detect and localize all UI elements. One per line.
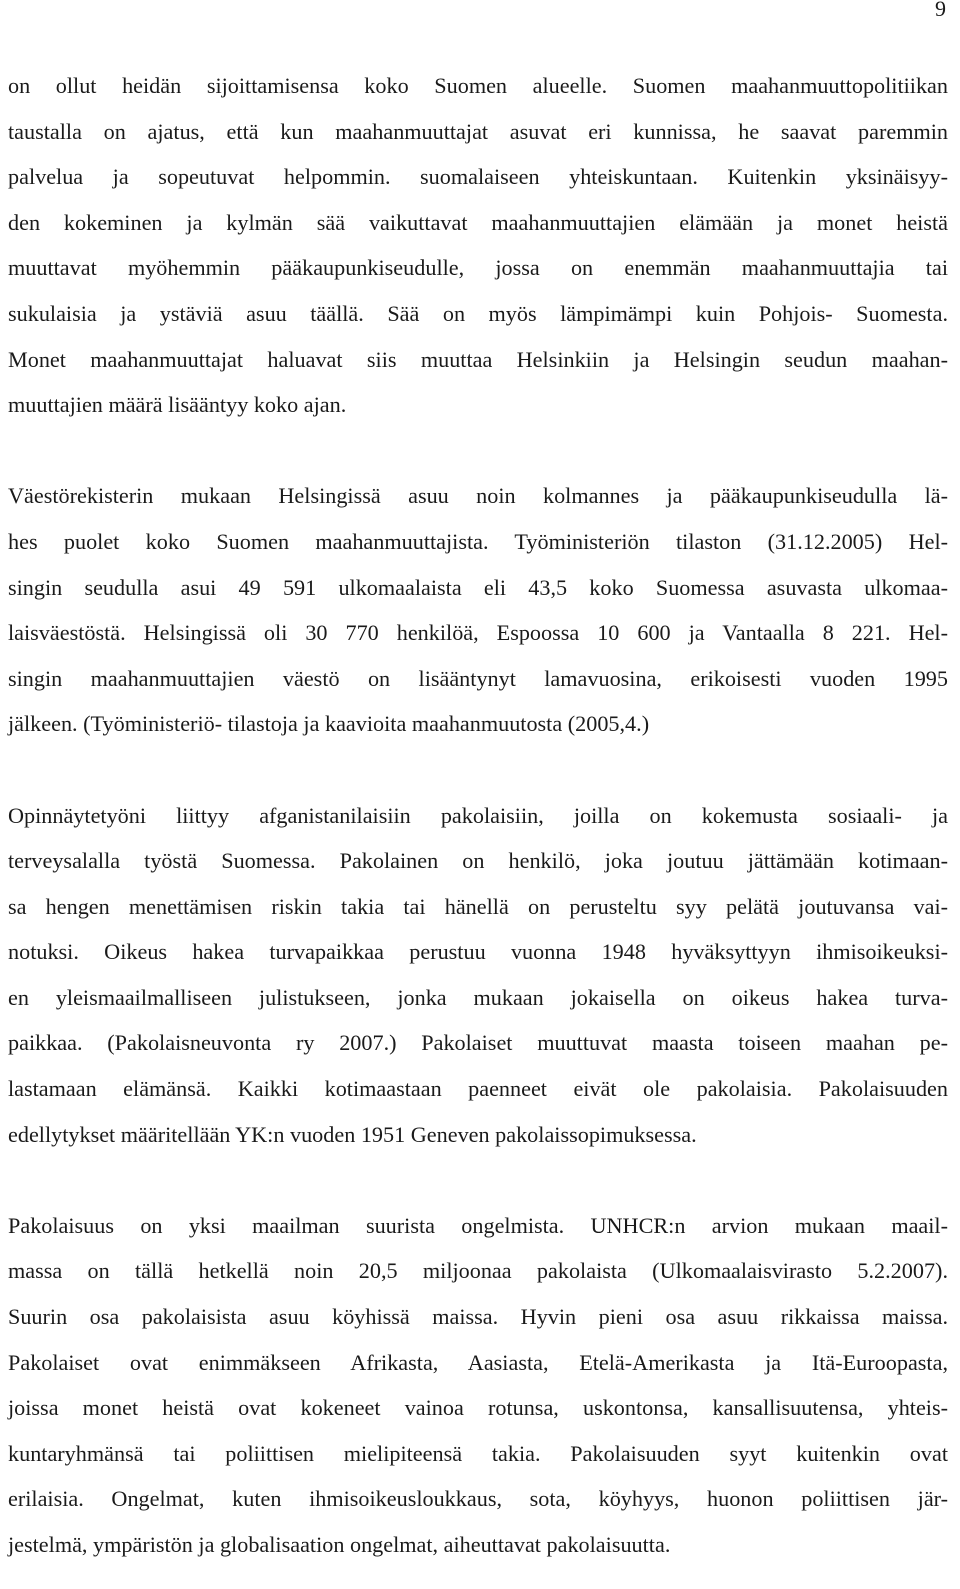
paragraph-4	[8, 1203, 948, 1568]
text-line: hes puolet koko Suomen maahanmuuttajista. Työministeriön tilaston (31.12.2005) Hel-	[8, 528, 948, 554]
paragraph-spacer	[8, 747, 948, 793]
text-line: taustalla on ajatus, että kun maahanmuuttajat asuvat eri kunnissa, he saavat paremmin	[8, 118, 948, 144]
text-line: laisväestöstä. Helsingissä oli 30 770 henkilöä, Espoossa 10 600 ja Vantaalla 8 221. Hel-	[8, 620, 948, 646]
text-line: edellytykset määritellään YK:n vuoden 1951 Geneven pakolaissopimuksessa.	[8, 1121, 697, 1147]
paragraph-spacer	[8, 1157, 948, 1203]
text-line: paikkaa. (Pakolaisneuvonta ry 2007.) Pakolaiset muuttuvat maasta toiseen maahan pe-	[8, 1030, 948, 1056]
document-body	[8, 63, 948, 1568]
text-line: Väestörekisterin mukaan Helsingissä asuu noin kolmannes ja pääkaupunkiseudulla lä-	[8, 483, 948, 509]
page-number: 9	[935, 0, 946, 21]
paragraph-3	[8, 793, 948, 1158]
text-line: Monet maahanmuuttajat haluavat siis muuttaa Helsinkiin ja Helsingin seudun maahan-	[8, 346, 948, 372]
text-line: lastamaan elämänsä. Kaikki kotimaastaan paenneet eivät ole pakolaisia. Pakolaisuuden	[8, 1076, 948, 1102]
text-line: en yleismaailmalliseen julistukseen, jonka mukaan jokaisella on oikeus hakea turva-	[8, 984, 948, 1010]
text-line: singin maahanmuuttajien väestö on lisääntynyt lamavuosina, erikoisesti vuoden 1995	[8, 665, 948, 691]
paragraph-2	[8, 473, 948, 747]
text-line: erilaisia. Ongelmat, kuten ihmisoikeusloukkaus, sota, köyhyys, huonon poliittisen jär-	[8, 1486, 948, 1512]
text-line: Opinnäytetyöni liittyy afganistanilaisiin pakolaisiin, joilla on kokemusta sosiaali- ja	[8, 802, 948, 828]
text-line: muuttajien määrä lisääntyy koko ajan.	[8, 392, 347, 418]
text-line: den kokeminen ja kylmän sää vaikuttavat maahanmuuttajien elämään ja monet heistä	[8, 209, 948, 235]
text-line: sukulaisia ja ystäviä asuu täällä. Sää on myös lämpimämpi kuin Pohjois- Suomesta.	[8, 300, 948, 326]
text-line: Pakolaiset ovat enimmäkseen Afrikasta, Aasiasta, Etelä-Amerikasta ja Itä-Euroopasta,	[8, 1349, 948, 1375]
text-line: Pakolaisuus on yksi maailman suurista ongelmista. UNHCR:n arvion mukaan maail-	[8, 1212, 948, 1238]
text-line: sa hengen menettämisen riskin takia tai hänellä on perusteltu syy pelätä joutuvansa vai-	[8, 893, 948, 919]
text-line: Suurin osa pakolaisista asuu köyhissä maissa. Hyvin pieni osa asuu rikkaissa maissa.	[8, 1304, 948, 1330]
text-line: massa on tällä hetkellä noin 20,5 miljoonaa pakolaista (Ulkomaalaisvirasto 5.2.2007).	[8, 1258, 948, 1284]
text-line: singin seudulla asui 49 591 ulkomaalaista eli 43,5 koko Suomessa asuvasta ulkomaa-	[8, 574, 948, 600]
paragraph-spacer	[8, 428, 948, 474]
text-line: jestelmä, ympäristön ja globalisaation ongelmat, aiheuttavat pakolaisuutta.	[8, 1532, 671, 1557]
text-line: joissa monet heistä ovat kokeneet vainoa rotunsa, uskontonsa, kansallisuutensa, yhteis-	[8, 1395, 948, 1421]
text-line: palvelua ja sopeutuvat helpommin. suomalaiseen yhteiskuntaan. Kuitenkin yksinäisyy-	[8, 164, 948, 190]
text-line: muuttavat myöhemmin pääkaupunkiseudulle, jossa on enemmän maahanmuuttajia tai	[8, 255, 948, 281]
text-line: kuntaryhmänsä tai poliittisen mielipiteensä takia. Pakolaisuuden syyt kuitenkin ovat	[8, 1440, 948, 1466]
text-line: on ollut heidän sijoittamisensa koko Suomen alueelle. Suomen maahanmuuttopolitiikan	[8, 73, 948, 98]
text-line: terveysalalla työstä Suomessa. Pakolainen on henkilö, joka joutuu jättämään kotimaan-	[8, 848, 948, 874]
paragraph-1	[8, 63, 948, 428]
text-line: jälkeen. (Työministeriö- tilastoja ja kaavioita maahanmuutosta (2005,4.)	[8, 711, 650, 737]
text-line: notuksi. Oikeus hakea turvapaikkaa perustuu vuonna 1948 hyväksyttyyn ihmisoikeuksi-	[8, 939, 948, 965]
